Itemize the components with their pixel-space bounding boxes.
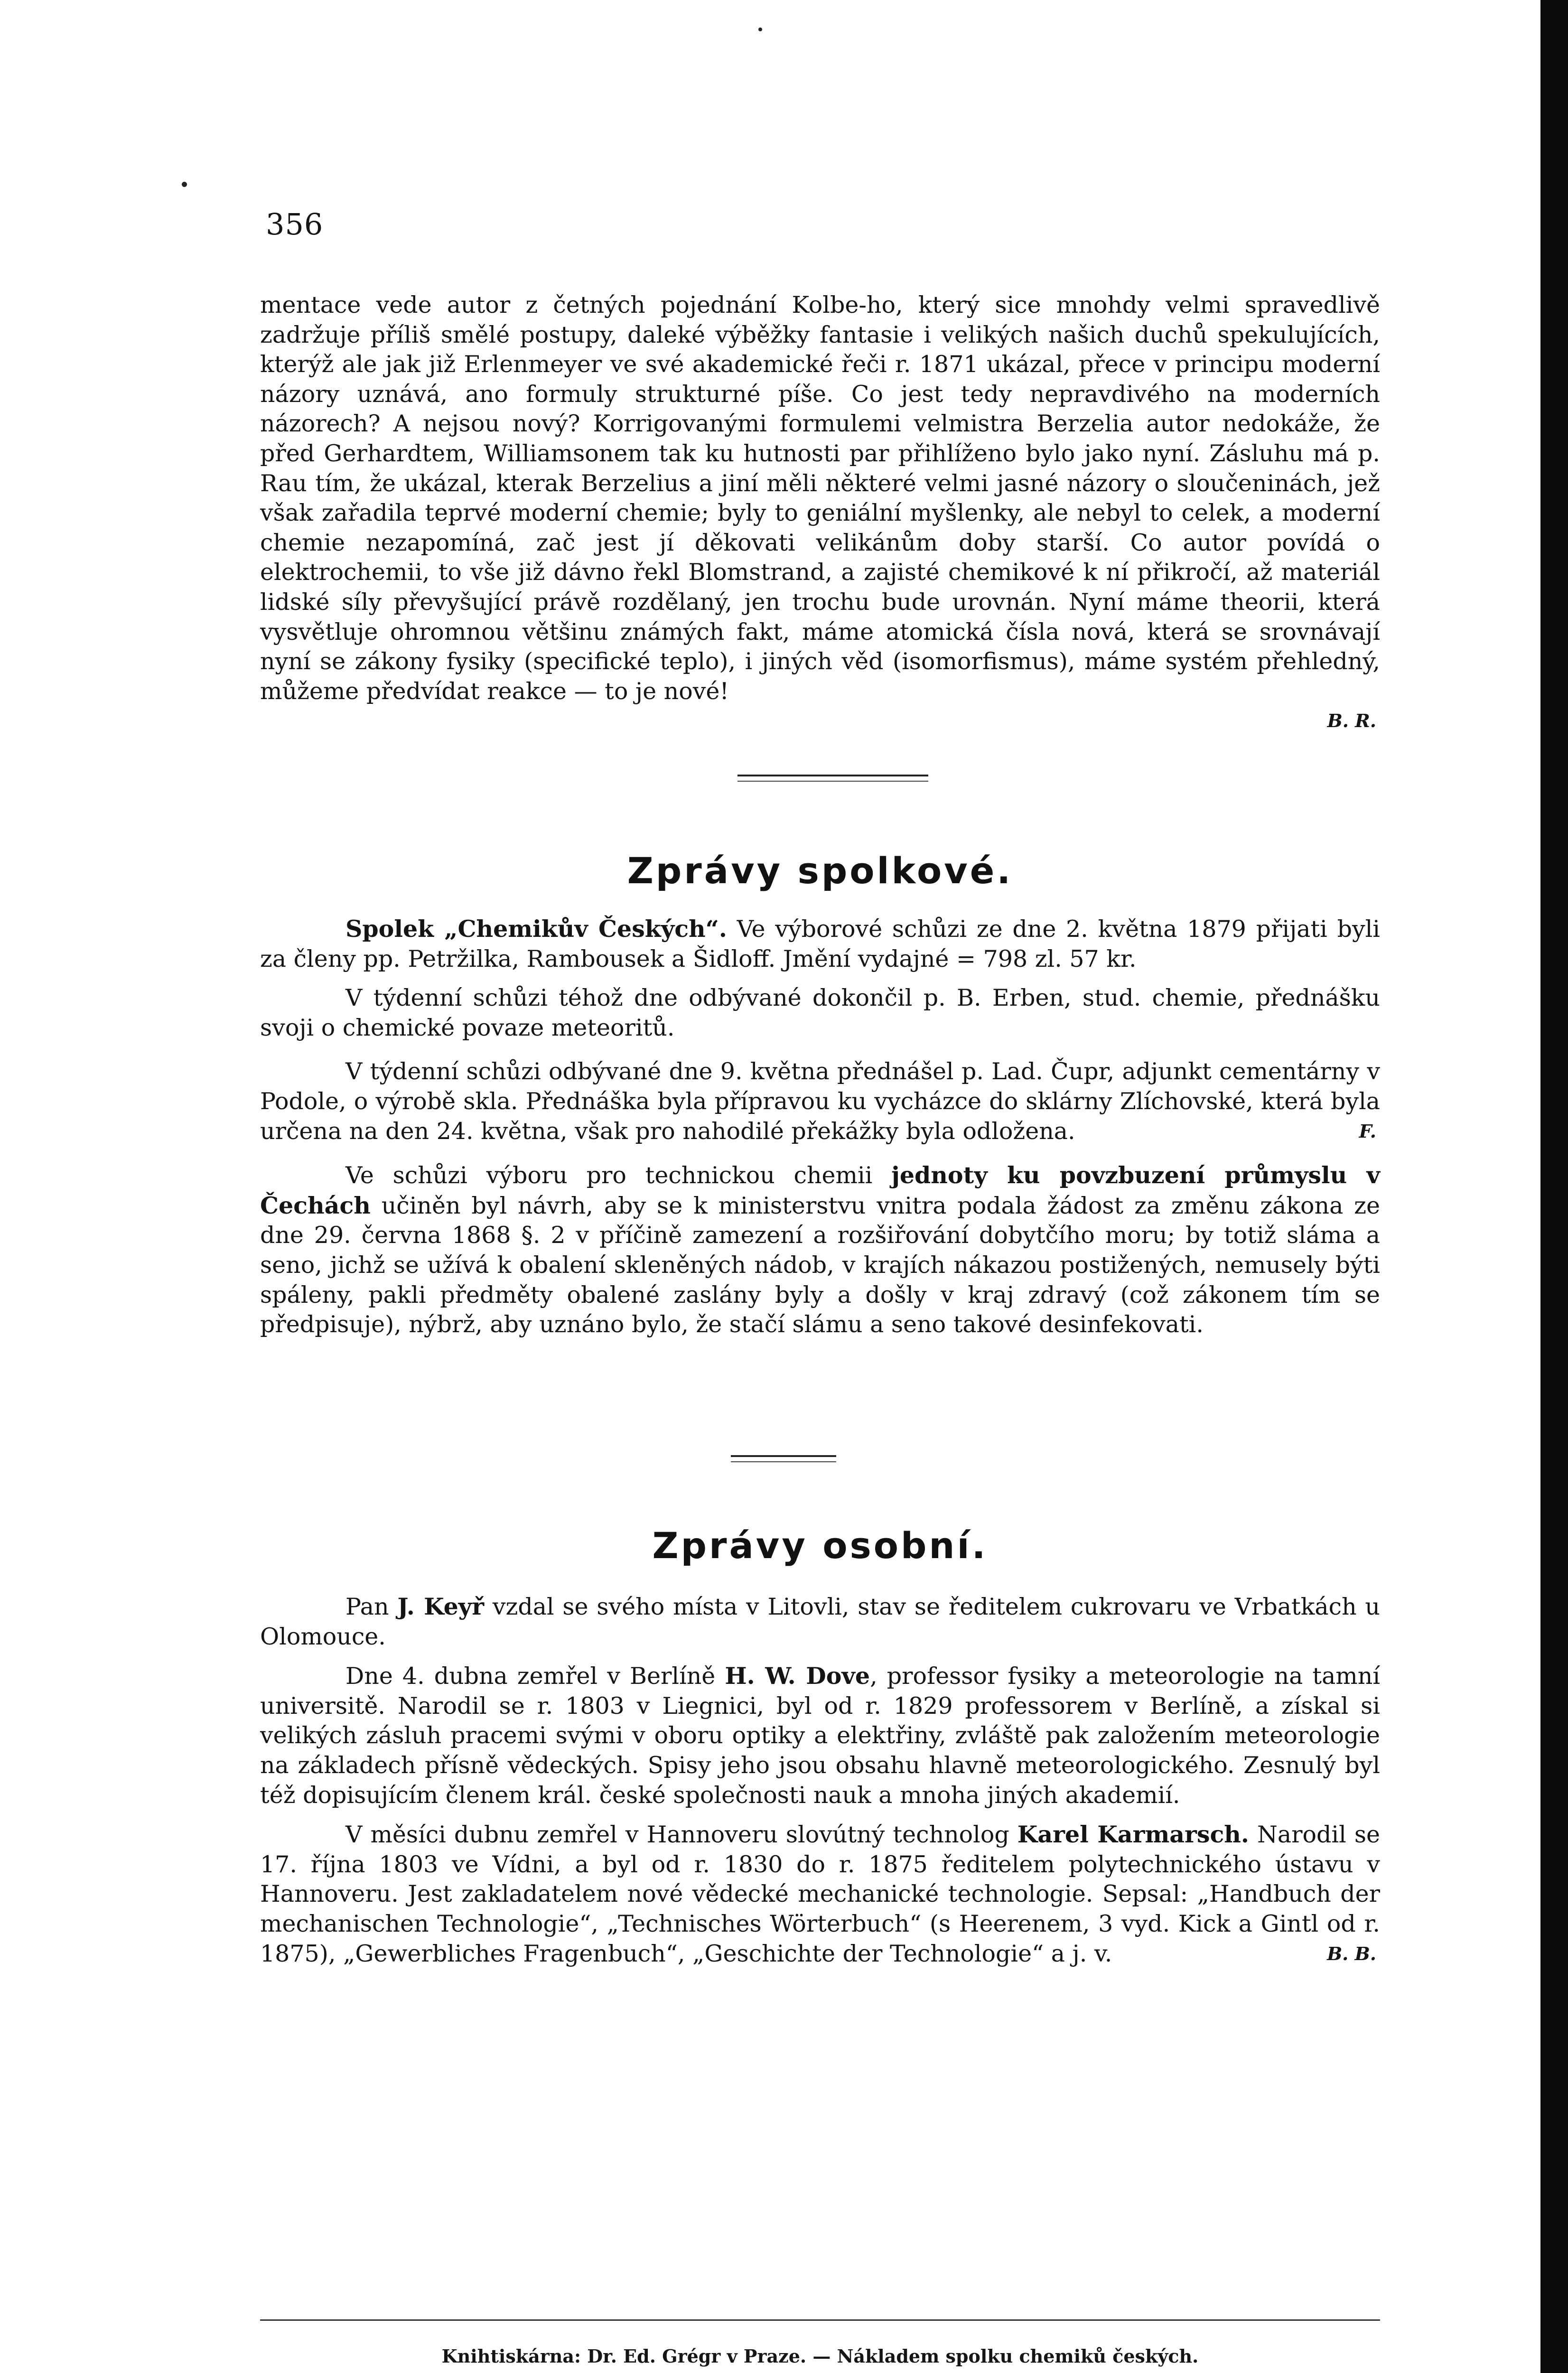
news-paragraph: Ve schůzi výboru pro technickou chemii jednoty ku povzbuzení průmyslu v Čechách učiněn byl návrh, aby se k ministerstvu vnitra podala žádost za změnu zákona ze dne 29. června 1868 §. 2 v příčině zamezení a rozšiřování dobytčího moru; by totiž sláma a seno, jichž se užívá k obalení skleněných nádob, v krajích nákazou postižených, nemusely býti spáleny, pakli předměty obalené zaslány byly a došly v kraj zdravý (což zákonem tím se předpisuje), nýbrž, aby uznáno bylo, že stačí slámu a seno takové desinfekovati. bbox=[260, 1161, 1380, 1338]
news-paragraph: V měsíci dubnu zemřel v Hannoveru slovútný technolog Karel Karmarsch. Narodil se 17. října 1803 ve Vídni, a byl od r. 1830 do r. 1875 ředitelem polytechnického ústavu v Hannoveru. Jest zakladatelem nové vědecké mechanické technologie. Sepsal: „Handbuch der mechanischen Technologie“, „Technisches Wörterbuch“ (s Heerenem, 3 vyd. Kick a Gintl od r. 1875), „Gewerbliches Fragenbuch“, „Geschichte der Technologie“ a j. v. B. B. bbox=[260, 1820, 1380, 1969]
scan-edge bbox=[1540, 0, 1568, 2373]
printer-footer: Knihtiskárna: Dr. Ed. Grégr v Praze. — Nákladem spolku chemiků českých. bbox=[441, 2345, 1199, 2367]
news-paragraph: V týdenní schůzi odbývané dne 9. května přednášel p. Lad. Čupr, adjunkt cementárny v Podole, o výrobě skla. Přednáška byla přípravou ku vycházce do sklárny Zlíchovské, která byla určena na den 24. května, však pro nahodilé překážky byla odložena. F. bbox=[260, 1057, 1380, 1146]
person-name: Karel Karmarsch. bbox=[1017, 1821, 1249, 1849]
news-paragraph: Pan J. Keyř vzdal se svého místa v Litovli, stav se ředitelem cukrovaru ve Vrbatkách u Olomouce. bbox=[260, 1593, 1380, 1650]
news-paragraph: Spolek „Chemikův Českých“. Ve výborové schůzi ze dne 2. května 1879 přijati byli za členy pp. Petržilka, Rambousek a Šidloff. Jmění vydajné = 798 zl. 57 kr. bbox=[260, 915, 1380, 972]
person-name: H. W. Dove bbox=[725, 1662, 870, 1690]
continuation-block bbox=[260, 290, 1380, 736]
footer-rule bbox=[260, 2319, 1380, 2321]
scan-speck bbox=[758, 28, 762, 31]
society-name: Spolek „Chemikův Českých“. bbox=[345, 915, 727, 943]
society-news bbox=[260, 914, 1380, 1340]
personal-news bbox=[260, 1592, 1380, 1969]
section-divider bbox=[737, 775, 928, 782]
continuation-paragraph: mentace vede autor z četných pojednání Kolbe-ho, který sice mnohdy velmi spravedlivě zadržuje příliš smělé postupy, daleké výběžky fantasie i velikých našich duchů spekulujících, kterýž ale jak již Erlenmeyer ve své akademické řeči r. 1871 ukázal, přece v principu moderní názory uznává, ano formuly strukturné píše. Co jest tedy nepravdivého na moderních názorech? A nejsou nový? Korrigovanými formulemi velmistra Berzelia autor nedokáže, že před Gerhardtem, Williamsonem tak ku hutnosti par přihlíženo bylo jako nyní. Zásluhu má p. Rau tím, že ukázal, kterak Berzelius a jiní měli některé velmi jasné názory o sloučeninách, jež však zařadila teprvé moderní chemie; byly to geniální myšlenky, ale nebyl to celek, a moderní chemie nezapomíná, zač jest jí děkovati velikánům doby starší. Co autor povídá o elektrochemii, to vše již dávno řekl Blomstrand, a zajisté chemikové k ní přikročí, až materiál lidské síly převyšující právě rozdělaný, jen trochu bude urovnán. Nyní máme theorii, která vysvětluje ohromnou většinu známých fakt, máme atomická čísla nová, která se srovnávají nyní se zákony fysiky (specifické teplo), i jiných věd (isomorfismus), máme systém přehledný, můžeme předvídat reakce — to je nové! bbox=[260, 291, 1380, 705]
page-number: 356 bbox=[266, 207, 324, 242]
scan-speck bbox=[182, 182, 187, 187]
union-name: jednoty ku povzbuzení průmyslu v Čechách bbox=[260, 1161, 1380, 1219]
person-name: J. Keyř bbox=[397, 1593, 485, 1620]
section-title-spolkove: Zprávy spolkové. bbox=[627, 850, 1013, 892]
section-title-osobni: Zprávy osobní. bbox=[652, 1524, 988, 1567]
news-paragraph: Dne 4. dubna zemřel v Berlíně H. W. Dove, professor fysiky a meteorologie na tamní universitě. Narodil se r. 1803 v Liegnici, byl od r. 1829 professorem v Berlíně, a získal si velikých zásluh pracemi svými v oboru optiky a elektřiny, zvláště pak založením meteorologie na základech přísně vědeckých. Spisy jeho jsou obsahu hlavně meteorologického. Zesnulý byl též dopisujícím členem král. české společnosti nauk a mnoha jiných akademií. bbox=[260, 1662, 1380, 1809]
news-paragraph: V týdenní schůzi téhož dne odbývané dokončil p. B. Erben, stud. chemie, přednášku svoji o chemické povaze meteoritů. bbox=[260, 984, 1380, 1041]
signature-f: F. bbox=[1359, 1120, 1376, 1142]
section-divider bbox=[731, 1455, 836, 1462]
signature-br: B. R. bbox=[1327, 710, 1376, 732]
signature-bb: B. B. bbox=[1327, 1943, 1376, 1964]
